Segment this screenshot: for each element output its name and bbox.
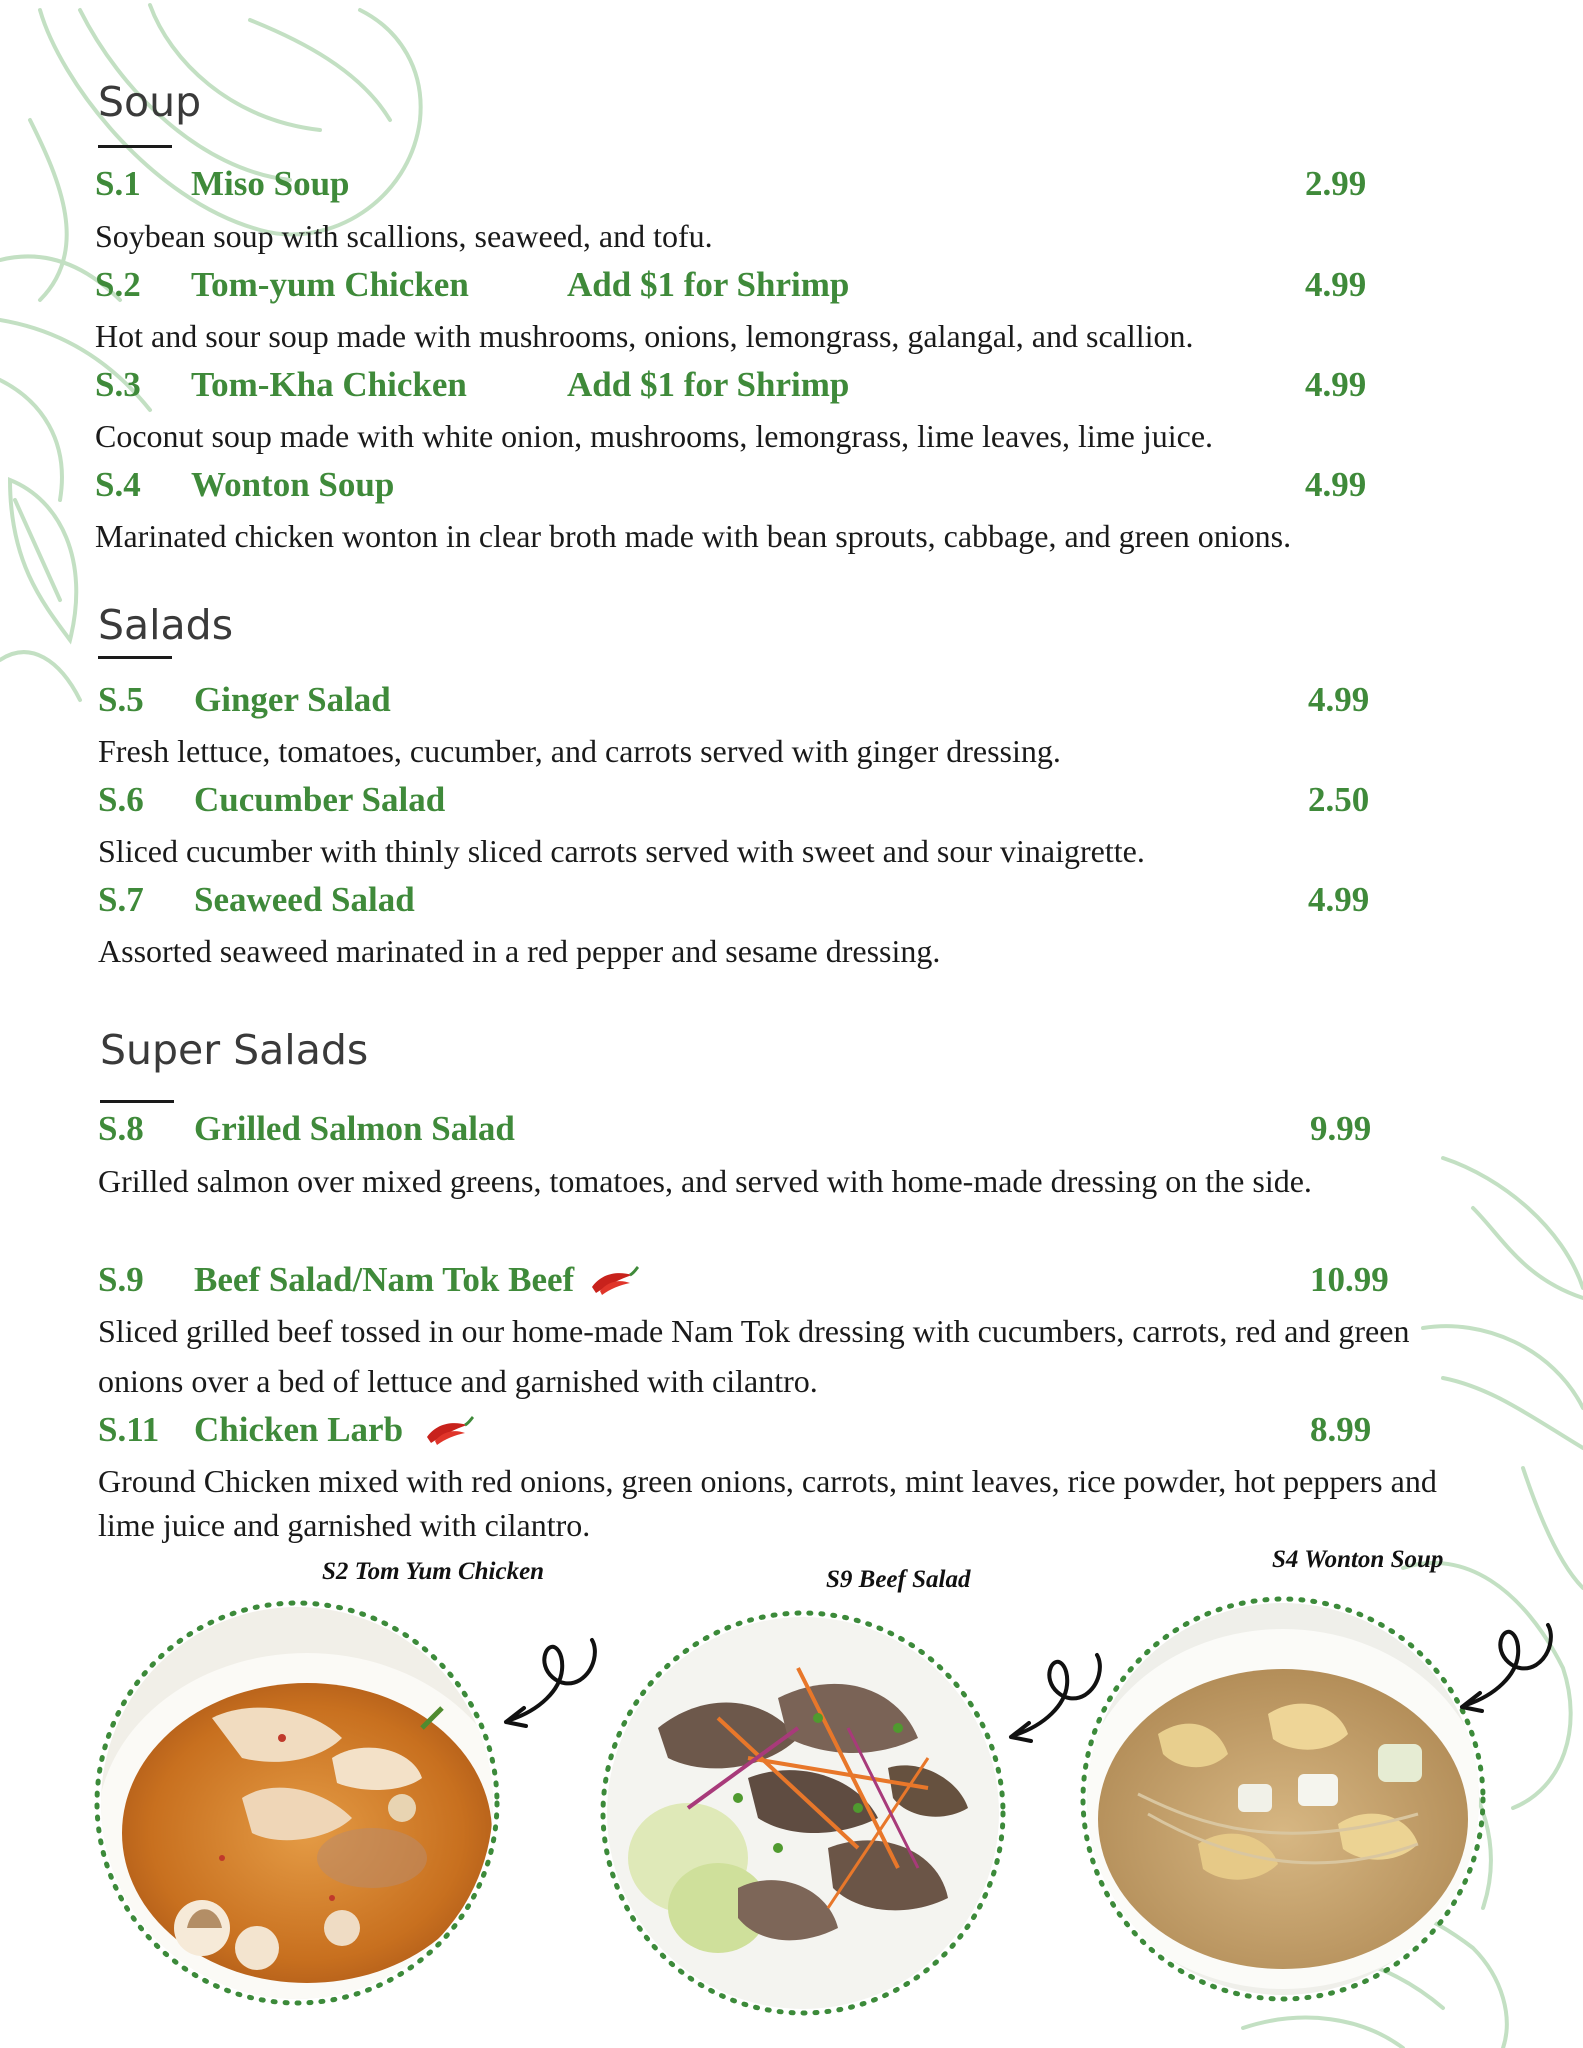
item-code: S.2: [95, 265, 141, 304]
menu-item-s4: [95, 463, 1375, 507]
item-code: S.3: [95, 365, 141, 404]
item-price: 4.99: [1308, 880, 1370, 919]
item-price: 10.99: [1310, 1260, 1389, 1299]
photo-caption-wonton-soup: S4 Wonton Soup: [1272, 1546, 1444, 1573]
item-description: Soybean soup with scallions, seaweed, and tofu.: [95, 218, 713, 254]
item-name: Cucumber Salad: [194, 780, 446, 819]
item-code: S.7: [98, 880, 144, 919]
item-price: 4.99: [1305, 465, 1367, 504]
item-price: 2.99: [1305, 164, 1367, 203]
item-price: 4.99: [1308, 680, 1370, 719]
item-price: 4.99: [1305, 365, 1367, 404]
item-code: S.11: [98, 1410, 160, 1449]
menu-item-s9: [98, 1258, 1389, 1302]
item-description: Sliced grilled beef tossed in our home-made Nam Tok dressing with cucumbers, carrots, red and green onions over a bed of lettuce and garnished with cilantro.: [98, 1313, 1410, 1399]
item-name: Wonton Soup: [191, 465, 395, 504]
section-heading-soup: Soup: [98, 78, 202, 126]
menu-item-s3: [95, 363, 1375, 407]
item-name: Miso Soup: [191, 164, 350, 203]
item-description: Grilled salmon over mixed greens, tomatoes, and served with home-made dressing on the side.: [98, 1163, 1312, 1199]
item-name: Seaweed Salad: [194, 880, 415, 919]
menu-item-s5: [98, 678, 1378, 722]
item-description: Sliced cucumber with thinly sliced carrots served with sweet and sour vinaigrette.: [98, 833, 1145, 869]
item-name: Chicken Larb: [194, 1410, 404, 1449]
photo-beef-salad: [598, 1608, 1008, 2018]
curly-arrow-icon: [500, 1630, 610, 1740]
photo-tom-yum-chicken: [92, 1598, 502, 2008]
heading-underline: [100, 1100, 174, 1103]
item-addon: Add $1 for Shrimp: [567, 265, 850, 304]
item-code: S.8: [98, 1109, 144, 1148]
photo-caption-tom-yum: S2 Tom Yum Chicken: [322, 1558, 545, 1585]
item-code: S.6: [98, 780, 144, 819]
item-addon: Add $1 for Shrimp: [567, 365, 850, 404]
item-description: Coconut soup made with white onion, mushrooms, lemongrass, lime leaves, lime juice.: [95, 418, 1214, 454]
item-description: Assorted seaweed marinated in a red pepper and sesame dressing.: [98, 933, 941, 969]
item-name: Ginger Salad: [194, 680, 391, 719]
item-description: Hot and sour soup made with mushrooms, onions, lemongrass, galangal, and scallion.: [95, 318, 1194, 354]
menu-item-s1: [95, 162, 1375, 206]
item-name: Beef Salad/Nam Tok Beef: [194, 1260, 575, 1299]
item-price: 8.99: [1310, 1410, 1372, 1449]
menu-item-s8: [98, 1107, 1378, 1151]
chili-pepper-icon: [586, 1265, 640, 1295]
item-price: 2.50: [1308, 780, 1370, 819]
heading-underline: [98, 656, 172, 659]
item-price: 4.99: [1305, 265, 1367, 304]
heading-underline: [98, 145, 172, 148]
chili-pepper-icon: [421, 1415, 475, 1445]
menu-item-s2: [95, 263, 1375, 307]
item-description: Marinated chicken wonton in clear broth made with bean sprouts, cabbage, and green onions.: [95, 518, 1292, 554]
item-code: S.5: [98, 680, 144, 719]
item-code: S.9: [98, 1260, 144, 1299]
item-name: Tom-yum Chicken: [191, 265, 469, 304]
menu-item-s6: [98, 778, 1378, 822]
photo-caption-beef-salad: S9 Beef Salad: [826, 1566, 971, 1593]
item-name: Grilled Salmon Salad: [194, 1109, 515, 1148]
menu-item-s11: [98, 1408, 1378, 1452]
item-description: Ground Chicken mixed with red onions, green onions, carrots, mint leaves, rice powder, hot peppers and lime juice and garnished with cilantro.: [98, 1463, 1437, 1543]
menu-item-s7: [98, 878, 1378, 922]
item-price: 9.99: [1310, 1109, 1372, 1148]
item-code: S.4: [95, 465, 141, 504]
item-name: Tom-Kha Chicken: [191, 365, 467, 404]
section-heading-super-salads: Super Salads: [100, 1026, 369, 1074]
section-heading-salads: Salads: [98, 601, 234, 649]
item-description: Fresh lettuce, tomatoes, cucumber, and carrots served with ginger dressing.: [98, 733, 1061, 769]
photo-wonton-soup: [1078, 1594, 1488, 2004]
item-code: S.1: [95, 164, 141, 203]
